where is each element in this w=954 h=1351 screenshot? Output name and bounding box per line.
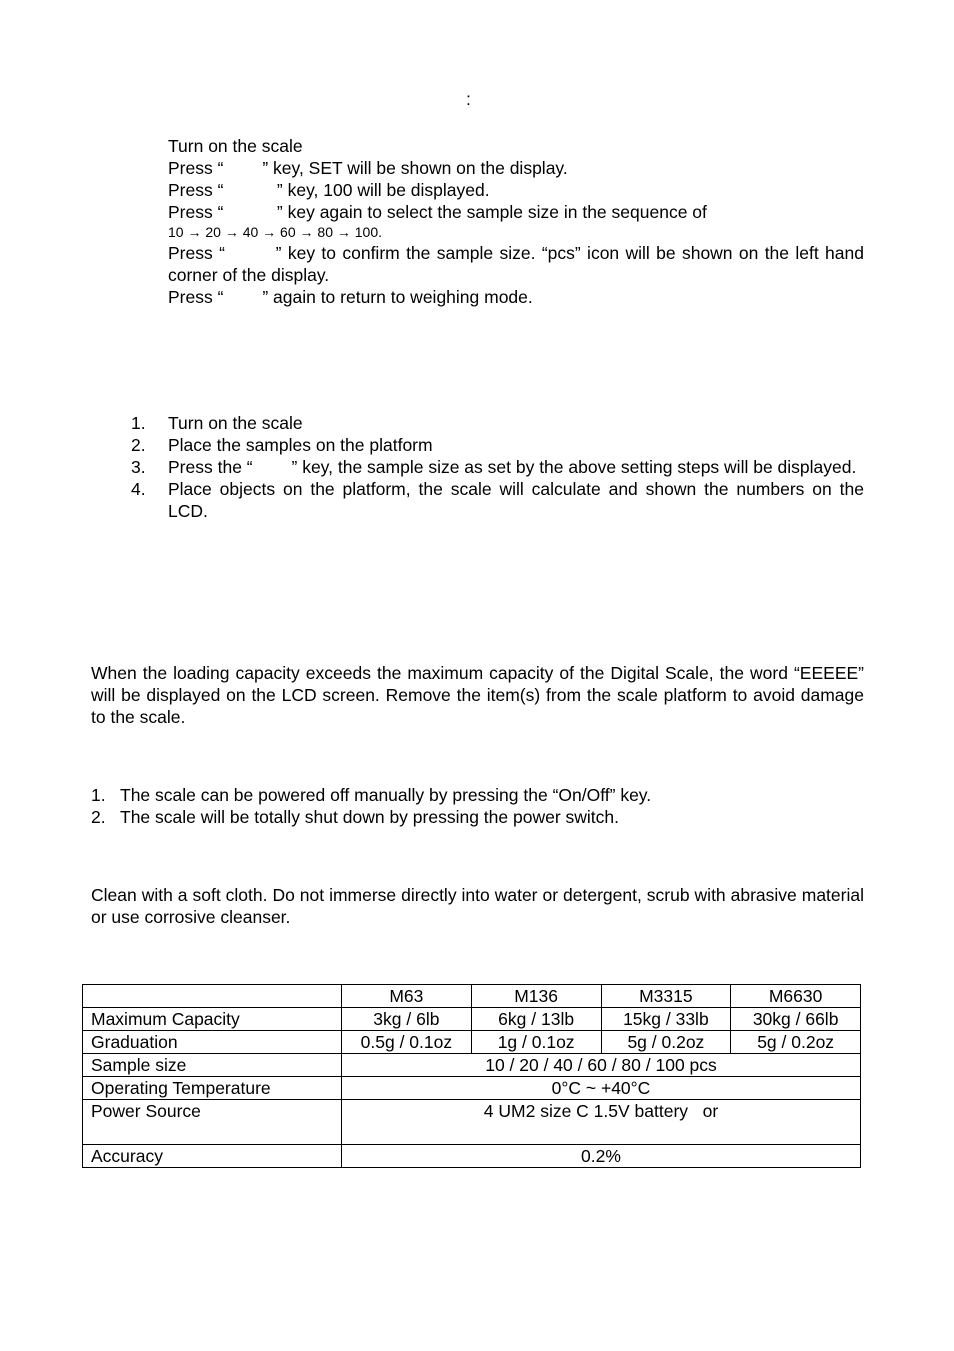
list-number: 2. [131,435,146,455]
cleaning-paragraph: Clean with a soft cloth. Do not immerse directly into water or detergent, scrub with abrasive material or use corrosive cleanser. [91,885,864,927]
table-cell: 6kg / 13lb [471,1008,601,1031]
model-header: M136 [471,985,601,1008]
sample-size-sequence: 10 → 20 → 40 → 60 → 80 → 100. [168,224,383,240]
table-cell: 0.2% [342,1145,861,1168]
sample-setting-steps [168,135,869,308]
table-cell: 1g / 0.1oz [471,1031,601,1054]
setting-step: Press “ ” again to return to weighing mode. [168,287,533,307]
table-cell: 0.5g / 0.1oz [342,1031,472,1054]
list-item [91,784,864,806]
table-row [83,1008,861,1031]
table-cell: 30kg / 66lb [731,1008,861,1031]
table-row [83,1077,861,1100]
setting-step: Press “ ” key to confirm the sample size. “pcs” icon will be shown on the left hand corner of the display. [168,243,869,285]
list-item [91,806,864,828]
list-number: 4. [131,479,146,499]
power-off-steps [91,784,864,828]
table-cell: 0°C ~ +40°C [342,1077,861,1100]
table-cell: 4 UM2 size C 1.5V battery or [342,1100,861,1145]
model-header: M63 [342,985,472,1008]
setting-step: Press “ ” key, 100 will be displayed. [168,180,490,200]
table-cell: 3kg / 6lb [342,1008,472,1031]
table-row [83,1100,861,1145]
row-label: Operating Temperature [83,1077,342,1100]
table-cell: 10 / 20 / 40 / 60 / 80 / 100 pcs [342,1054,861,1077]
list-text: Turn on the scale [168,413,303,433]
list-item [131,478,864,522]
list-number: 3. [131,457,146,477]
list-number: 1. [131,413,146,433]
heading-colon: : [466,89,471,109]
list-number: 2. [91,807,106,827]
setting-step: Turn on the scale [168,136,303,156]
table-cell: 5g / 0.2oz [601,1031,731,1054]
table-row [83,1054,861,1077]
specification-table [82,984,861,1168]
list-text: Press the “ ” key, the sample size as set by the above setting steps will be displayed. [168,457,857,477]
model-header: M3315 [601,985,731,1008]
list-item [131,412,864,434]
table-cell: 5g / 0.2oz [731,1031,861,1054]
table-cell: 15kg / 33lb [601,1008,731,1031]
list-item [131,456,864,478]
row-label: Accuracy [83,1145,342,1168]
table-corner-cell [83,985,342,1008]
list-text: The scale can be powered off manually by pressing the “On/Off” key. [120,785,652,805]
list-text: Place objects on the platform, the scale will calculate and shown the numbers on the LCD. [168,479,864,521]
setting-step: Press “ ” key again to select the sample size in the sequence of [168,202,707,222]
list-item [131,434,864,456]
overload-paragraph: When the loading capacity exceeds the maximum capacity of the Digital Scale, the word “EEEEE” will be displayed on the LCD screen. Remove the item(s) from the scale platform to avoid damage to the scale. [91,663,864,727]
setting-step: Press “ ” key, SET will be shown on the display. [168,158,568,178]
list-text: Place the samples on the platform [168,435,433,455]
list-number: 1. [91,785,106,805]
table-row [83,1145,861,1168]
counting-steps [131,412,864,522]
table-row [83,1031,861,1054]
model-header: M6630 [731,985,861,1008]
row-label: Sample size [83,1054,342,1077]
list-text: The scale will be totally shut down by pressing the power switch. [120,807,619,827]
row-label: Power Source [83,1100,342,1145]
row-label: Maximum Capacity [83,1008,342,1031]
table-header-row [83,985,861,1008]
row-label: Graduation [83,1031,342,1054]
